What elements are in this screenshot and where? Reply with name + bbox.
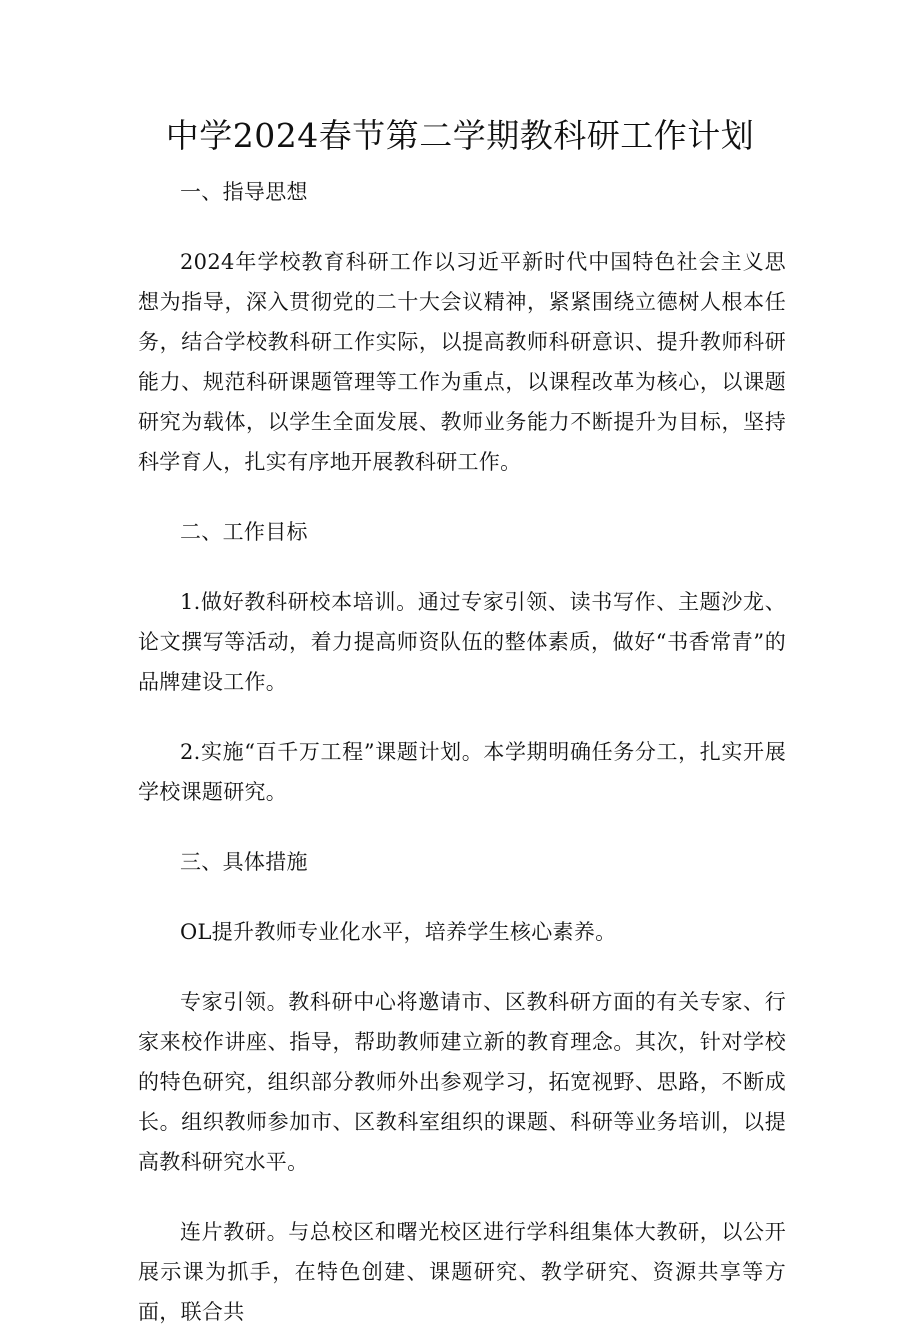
paragraph-expert-guidance: 专家引领。教科研中心将邀请市、区教科研方面的有关专家、行家来校作讲座、指导，帮助教师建立新的教育理念。其次，针对学校的特色研究，组织部分教师外出参观学习，拓宽视野、思路，不断成长。组织教师参加市、区教科室组织的课题、科研等业务培训，以提高教科研究水平。 [138,990,786,1174]
paragraph-gap [138,212,786,242]
paragraph-goal-2: 2.实施“百千万工程”课题计划。本学期明确任务分工，扎实开展学校课题研究。 [138,740,786,804]
paragraph-goal-1: 1.做好教科研校本培训。通过专家引领、读书写作、主题沙龙、论文撰写等活动，着力提高师资队伍的整体素质，做好“书香常青”的品牌建设工作。 [138,590,786,694]
paragraph-gap [138,812,786,842]
paragraph-guiding-thought: 2024年学校教育科研工作以习近平新时代中国特色社会主义思想为指导，深入贯彻党的二十大会议精神，紧紧围绕立德树人根本任务，结合学校教科研工作实际，以提高教师科研意识、提升教师科研能力、规范科研课题管理等工作为重点，以课程改革为核心，以课题研究为载体，以学生全面发展、教师业务能力不断提升为目标，坚持科学育人，扎实有序地开展教科研工作。 [138,250,786,474]
section-heading-work-goals: 二、工作目标 [180,520,308,544]
paragraph-joint-research: 连片教研。与总校区和曙光校区进行学科组集体大教研，以公开展示课为抓手，在特色创建、课题研究、教学研究、资源共享等方面，联合共 [138,1220,786,1324]
paragraph-measure-1: OL提升教师专业化水平，培养学生核心素养。 [180,920,617,944]
paragraph-gap [138,552,786,582]
document-body [138,172,786,1332]
paragraph-gap [138,952,786,982]
section-heading-measures: 三、具体措施 [180,850,308,874]
document-title: 中学2024春节第二学期教科研工作计划 [165,116,755,155]
paragraph-gap [138,882,786,912]
paragraph-gap [138,1182,786,1212]
paragraph-gap [138,702,786,732]
section-heading-guiding-thought: 一、指导思想 [180,180,308,204]
paragraph-gap [138,482,786,512]
